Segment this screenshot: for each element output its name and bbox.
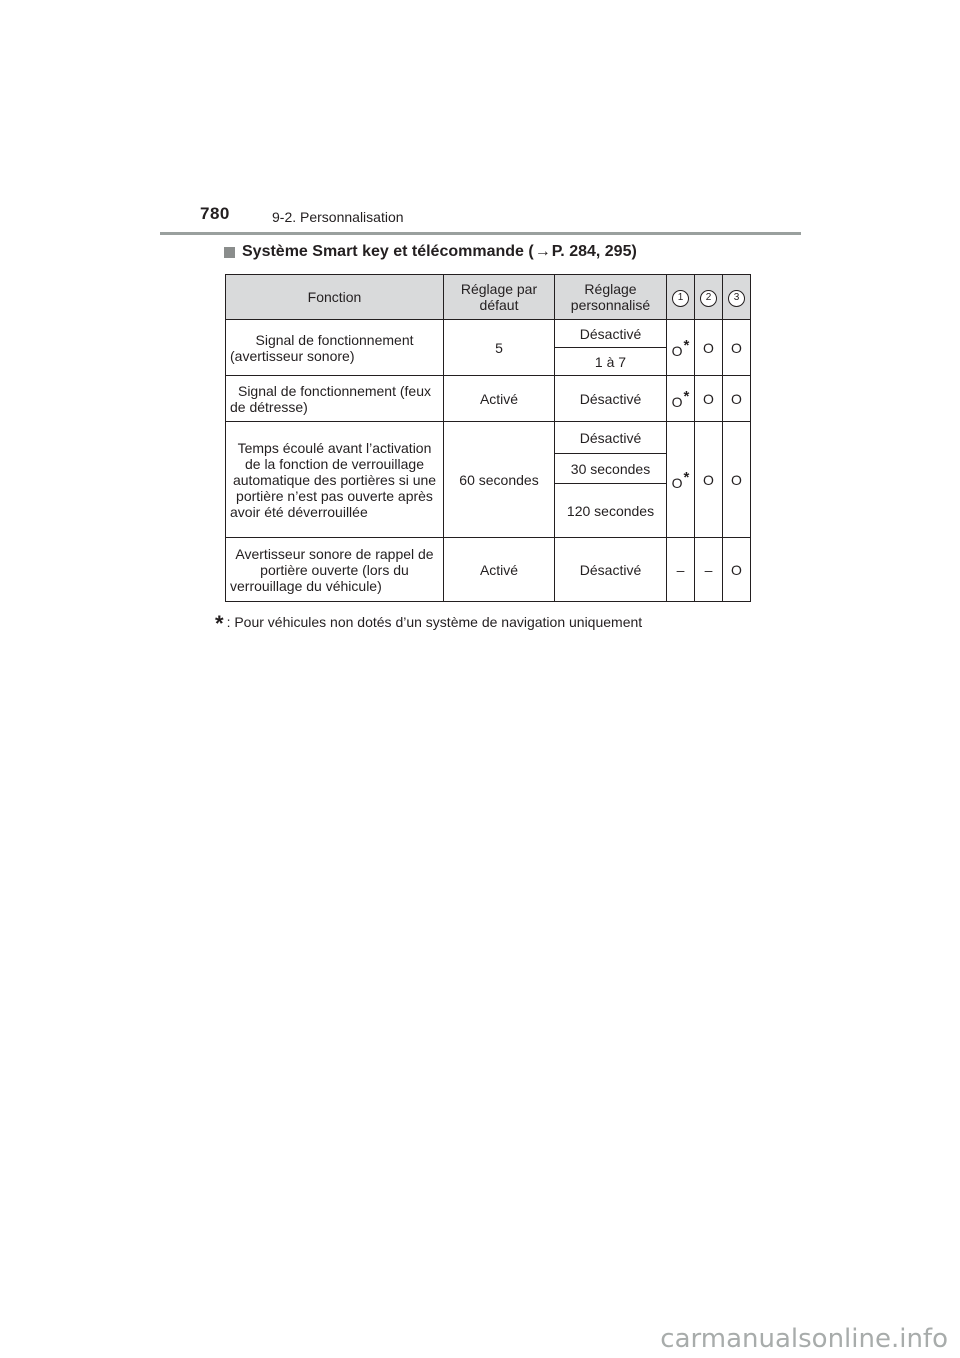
- circled-number-3-icon: 3: [728, 290, 745, 307]
- chapter-title: 9-2. Personnalisation: [272, 209, 404, 225]
- default-cell: Activé: [444, 538, 555, 602]
- section-heading: [224, 243, 637, 261]
- function-cell: Signal de fonctionnement (avertisseur sonore): [226, 320, 444, 376]
- header-function: Fonction: [226, 275, 444, 320]
- square-bullet-icon: [224, 247, 235, 258]
- function-cell: Signal de fonctionnement (feux de détresse): [226, 376, 444, 422]
- default-cell: Activé: [444, 376, 555, 422]
- col1-cell: O*: [667, 422, 695, 538]
- footnote-text: : Pour véhicules non dotés d’un système de navigation uniquement: [226, 614, 643, 630]
- settings-table: [225, 274, 751, 602]
- col1-cell: O*: [667, 376, 695, 422]
- header-default: Réglage par défaut: [444, 275, 555, 320]
- watermark: carmanualsonline.info: [660, 1324, 948, 1354]
- section-title-prefix: Système Smart key et télécommande (: [242, 243, 534, 260]
- col2-cell: –: [695, 538, 723, 602]
- header-col1: [667, 275, 695, 320]
- col2-cell: O: [695, 422, 723, 538]
- table-header-row: [226, 275, 751, 320]
- custom-cell: 30 secondes: [555, 454, 667, 484]
- table-row: [226, 538, 751, 602]
- col1-cell: O*: [667, 320, 695, 376]
- col3-cell: O: [723, 376, 751, 422]
- header-col3: [723, 275, 751, 320]
- table-row: [226, 422, 751, 454]
- page-number: 780: [200, 204, 230, 223]
- custom-cell: Désactivé: [555, 376, 667, 422]
- header-custom: Réglage personnalisé: [555, 275, 667, 320]
- arrow-icon: →: [534, 243, 551, 260]
- default-cell: 60 secondes: [444, 422, 555, 538]
- col3-cell: O: [723, 422, 751, 538]
- circled-number-1-icon: 1: [672, 290, 689, 307]
- custom-cell: Désactivé: [555, 320, 667, 348]
- default-cell: 5: [444, 320, 555, 376]
- footnote-star: *: [215, 611, 224, 636]
- col3-cell: O: [723, 538, 751, 602]
- col2-cell: O: [695, 376, 723, 422]
- table-row: [226, 376, 751, 422]
- col3-cell: O: [723, 320, 751, 376]
- footnote-star: *: [683, 387, 690, 405]
- footnote-star: *: [683, 336, 690, 354]
- footnote-star: *: [683, 468, 690, 486]
- header-rule: [160, 232, 801, 235]
- custom-cell: 1 à 7: [555, 348, 667, 376]
- section-title-ref: P. 284, 295): [551, 243, 637, 260]
- circled-number-2-icon: 2: [700, 290, 717, 307]
- footnote: [215, 611, 642, 637]
- custom-cell: Désactivé: [555, 422, 667, 454]
- function-cell: Avertisseur sonore de rappel de portière ouverte (lors du verrouillage du véhicule): [226, 538, 444, 602]
- function-cell: Temps écoulé avant l’activation de la fonction de verrouillage automatique des portières si une portière n’est pas ouverte après avoir été déverrouillée: [226, 422, 444, 538]
- header-col2: [695, 275, 723, 320]
- custom-cell: 120 secondes: [555, 484, 667, 538]
- custom-cell: Désactivé: [555, 538, 667, 602]
- col1-cell: –: [667, 538, 695, 602]
- table-row: [226, 320, 751, 348]
- col2-cell: O: [695, 320, 723, 376]
